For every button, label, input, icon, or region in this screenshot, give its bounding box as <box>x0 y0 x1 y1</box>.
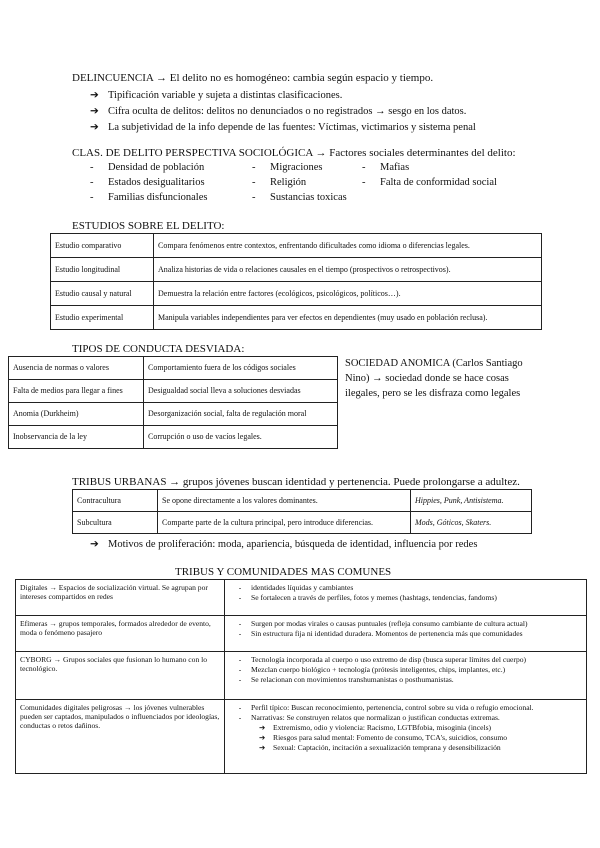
list-item: - Sustancias toxicas <box>252 192 347 203</box>
list-item: - Mafias <box>362 162 410 173</box>
conducta-title: TIPOS DE CONDUCTA DESVIADA: <box>72 343 245 355</box>
arrow-right-icon: ➔ <box>90 539 99 550</box>
sociedad-anomica-note: SOCIEDAD ANOMICA (Carlos Santiago Nino) → sociedad donde se hace cosas ilegales, pero se les disfraza como legales <box>345 358 523 399</box>
table-row: Anomia (Durkheim) Desorganización social, falta de regulación moral <box>9 403 338 426</box>
list-item: - Se fortalecen a través de perfiles, fotos y memes (hashtags, tendencias, fandoms) <box>238 593 497 603</box>
list-item: - Religión <box>252 177 307 188</box>
table-row: CYBORG → Grupos sociales que fusionan lo humano con lo tecnológico. - Tecnología incorporada al cuerpo o uso extremo de disp (busca superar límites del cuerpo) - Mezclan cuerpo biológico + tecnología (prótesis inteligentes, chips, implantes, etc.) - Se relacionan con movimientos transhumanistas o posthumanistas. <box>16 652 587 700</box>
table-row: Digitales → Espacios de socialización virtual. Se agrupan por intereses compartidos en redes - identidades líquidas y cambiantes - Se fortalecen a través de perfiles, fotos y memes (hashtags, tendencias, fandoms) <box>16 580 587 616</box>
clas-col-3 <box>362 162 497 192</box>
estudios-title: ESTUDIOS SOBRE EL DELITO: <box>72 220 225 232</box>
list-item: - Migraciones <box>252 162 323 173</box>
arrow-right-icon: ➔ <box>259 743 266 753</box>
list-item: ➔ Riesgos para salud mental: Fomento de consumo, TCA's, suicidios, consumo <box>259 733 508 743</box>
clas-title: CLAS. DE DELITO PERSPECTIVA SOCIOLÓGICA → Factores sociales determinantes del delito: <box>72 147 516 159</box>
list-item: - Tecnología incorporada al cuerpo o uso extremo de disp (busca superar límites del cuerpo) <box>238 655 527 664</box>
table-row: Inobservancia de la ley Corrupción o uso de vacíos legales. <box>9 426 338 449</box>
clas-col-2 <box>252 162 347 207</box>
list-item: ➔ La subjetividad de la info depende de las fuentes: Víctimas, victimarios y sistema penal <box>90 120 476 136</box>
arrow-right-icon: ➔ <box>90 122 99 133</box>
conducta-table <box>8 356 338 449</box>
table-row: Estudio comparativo Compara fenómenos entre contextos, enfrentando dificultades como idioma o diferencias legales. <box>51 234 542 258</box>
delincuencia-title: DELINCUENCIA → El delito no es homogéneo: cambia según espacio y tiempo. <box>72 72 434 84</box>
table-row: Ausencia de normas o valores Comportamiento fuera de los códigos sociales <box>9 357 338 380</box>
arrow-right-icon: ➔ <box>90 90 99 101</box>
delincuencia-list <box>90 88 476 136</box>
arrow-right-icon: ➔ <box>259 733 266 743</box>
list-item: - Densidad de población <box>90 162 205 173</box>
list-item: - Sin estructura fija ni identidad duradera. Momentos de pertenencia más que comunidades <box>238 629 523 639</box>
list-item: - Surgen por modas virales o causas puntuales (refleja consumo cambiante de cultura actual) <box>238 619 528 628</box>
estudios-table <box>50 233 542 330</box>
tribus-comunidades-title: TRIBUS Y COMUNIDADES MAS COMUNES <box>175 566 392 578</box>
list-item: - Narrativas: Se construyen relatos que normalizan o justifican conductas extremas. <box>238 713 500 723</box>
clas-col-1 <box>90 162 207 207</box>
list-item: - Se relacionan con movimientos transhumanistas o posthumanistas. <box>238 675 454 685</box>
list-item: - Estados desigualitarios <box>90 177 205 188</box>
list-item: - Falta de conformidad social <box>362 177 497 188</box>
motivos-line: ➔ Motivos de proliferación: moda, apariencia, búsqueda de identidad, influencia por redes <box>90 539 478 550</box>
list-item: - Perfil típico: Buscan reconocimiento, pertenencia, control sobre su vida o refugio emocional. <box>238 703 534 712</box>
table-row: Falta de medios para llegar a fines Desigualdad social lleva a soluciones desviadas <box>9 380 338 403</box>
table-row: Contracultura Se opone directamente a los valores dominantes. Hippies, Punk, Antisistema. <box>73 490 532 512</box>
table-row: Estudio causal y natural Demuestra la relación entre factores (ecológicos, psicológicos, políticos…). <box>51 282 542 306</box>
list-item: ➔ Extremismo, odio y violencia: Racismo, LGTBfobia, misoginia (incels) <box>259 723 492 733</box>
list-item: ➔ Tipificación variable y sujeta a distintas clasificaciones. <box>90 88 476 104</box>
table-row: Subcultura Comparte parte de la cultura principal, pero introduce diferencias. Mods, Góticos, Skaters. <box>73 512 532 534</box>
tribus-urbanas-title: TRIBUS URBANAS → grupos jóvenes buscan identidad y pertenencia. Puede prolongarse a adultez. <box>72 476 520 488</box>
table-row: Comunidades digitales peligrosas → los jóvenes vulnerables pueden ser captados, manipulados o influenciados por ideologías, conductas o retos dañinos. - Perfil típico: Buscan reconocimiento, pertenencia, control sobre su vida o refugio emocional. - Narrativas: Se construyen relatos que normalizan o justifican conductas extremas. ➔ Extremismo, odio y violencia: Racismo, LGTBfobia, misoginia (incels) ➔ Riesgos para salud mental: Fomento de consumo, TCA's, suicidios, consumo ➔ Sexual: Captación, incitación a sexualización temprana y desensibilización <box>16 700 587 774</box>
arrow-right-icon: ➔ <box>90 106 99 117</box>
tribus-comunidades-table <box>15 579 587 774</box>
list-item: - Mezclan cuerpo biológico + tecnología (prótesis inteligentes, chips, implantes, etc.) <box>238 665 506 675</box>
list-item: ➔ Sexual: Captación, incitación a sexualización temprana y desensibilización <box>259 743 501 753</box>
arrow-right-icon: ➔ <box>259 723 266 733</box>
list-item: - Familias disfuncionales <box>90 192 208 203</box>
table-row: Efímeras → grupos temporales, formados alrededor de evento, moda o fenómeno pasajero - Surgen por modas virales o causas puntuales (refleja consumo cambiante de cultura actual) - Sin estructura fija ni identidad duradera. Momentos de pertenencia más que comunidades <box>16 616 587 652</box>
list-item: - identidades líquidas y cambiantes <box>238 583 354 592</box>
table-row: Estudio longitudinal Analiza historias de vida o relaciones causales en el tiempo (prospectivos o retrospectivos). <box>51 258 542 282</box>
tribus-urbanas-table <box>72 489 532 534</box>
table-row: Estudio experimental Manipula variables independientes para ver efectos en dependientes (muy usado en población reclusa). <box>51 306 542 330</box>
list-item: ➔ Cifra oculta de delitos: delitos no denunciados o no registrados → sesgo en los datos. <box>90 104 476 120</box>
